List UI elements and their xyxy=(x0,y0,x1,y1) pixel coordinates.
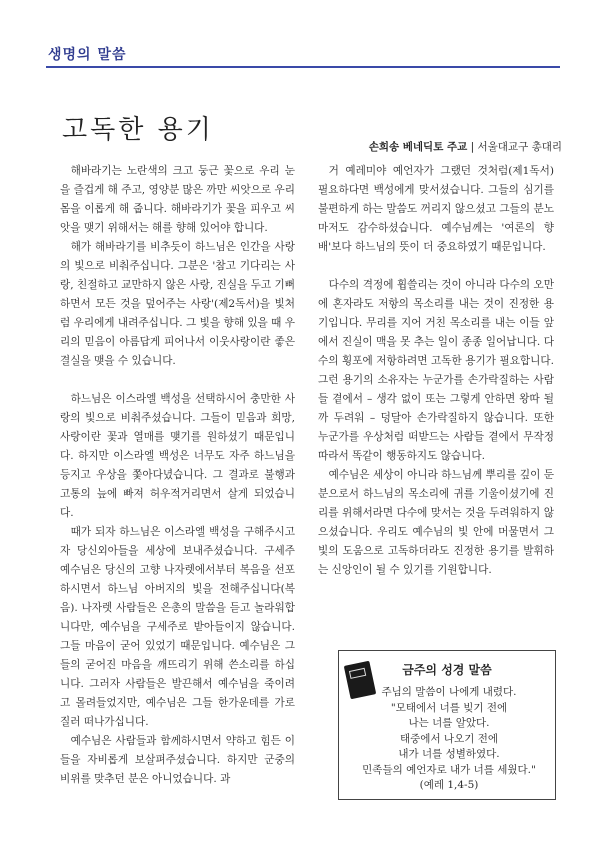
paragraph: 때가 되자 하느님은 이스라엘 백성을 구해주시고자 당신외아들을 세상에 보내주셨습니다. 구세주 예수님은 당신의 고향 나자렛에서부터 복음을 선포하시면서 하느님 아버지의 빛을 전해주십니다(복음). 나자렛 사람들은 은총의 말씀을 듣고 놀라워합니다만, 예수님을 구세주로 받아들이지 않습니다. 그들 마음이 굳어 있었기 때문입니다. 예수님은 그들의 굳어진 마음을 깨뜨리기 위해 쓴소리를 하십니다. 그러자 사람들은 발끈해서 예수님을 죽이려고 몰려들었지만, 예수님은 그들 한가운데를 가로질러 떠나가십니다. xyxy=(60,526,295,728)
verse-line: 내가 너를 성별하였다. xyxy=(398,748,500,760)
article-column-right xyxy=(318,162,554,580)
verse-line: 나는 너를 알았다. xyxy=(408,717,490,729)
verse-line: "모태에서 너를 빚기 전에 xyxy=(390,701,508,714)
paragraph: 하느님은 이스라엘 백성을 선택하시어 충만한 사랑의 빛으로 비춰주셨습니다. 그들이 믿음과 희망, 사랑이란 꽃과 열매를 맺기를 원하셨기 때문입니다. 하지만 이스라엘 백성은 너무도 자주 하느님을 등지고 우상을 쫓아다녔습니다. 그 결과로 불행과 고통의 늪에 빠져 허우적거리면서 살게 되었습니다. xyxy=(60,393,295,519)
paragraph: 예수님은 세상이 아니라 하느님께 뿌리를 깊이 둔 분으로서 하느님의 목소리에 귀를 기울이셨기에 진리를 위해서라면 다수에 맞서는 것을 두려워하지 않으셨습니다. 우리도 예수님의 빛 안에 머물면서 그 빛의 도움으로 고독하더라도 진정한 용기를 발휘하는 신앙인이 될 수 있기를 기원합니다. xyxy=(318,469,554,576)
paragraph: 예수님은 사람들과 함께하시면서 약하고 힘든 이들을 자비롭게 보살펴주셨습니다. 하지만 군중의 비위를 맞추던 분은 아니었습니다. 과 xyxy=(60,735,295,785)
author-role: 서울대교구 총대리 xyxy=(477,141,562,153)
verse-reference: (예레 1,4-5) xyxy=(419,779,479,791)
section-label: 생명의 말씀 xyxy=(48,47,127,63)
header-divider xyxy=(46,66,560,68)
article-title: 고독한 용기 xyxy=(62,115,214,146)
paragraph: 해바라기는 노란색의 크고 둥근 꽃으로 우리 눈을 즐겁게 해 주고, 영양분 많은 까만 씨앗으로 우리 몸을 이롭게 해 줍니다. 해바라기가 꽃을 피우고 씨앗을 맺기 위해서는 해를 향해 있어야 합니다. xyxy=(60,165,295,234)
verse-line: 민족들의 예언자로 내가 너를 세웠다." xyxy=(362,763,536,776)
author-line xyxy=(369,139,562,154)
paragraph: 해가 해바라기를 비추듯이 하느님은 인간을 사랑의 빛으로 비춰주십니다. 그분은 '참고 기다리는 사랑, 친절하고 교만하지 않은 사랑, 진실을 두고 기뻐하면서 모든 것을 덮어주는 사랑'(제2독서)을 빛처럼 우리에게 내려주십니다. 그 빛을 향해 있을 때 우리의 믿음이 아름답게 피어나서 이웃사랑이란 좋은 결실을 맺을 수 있습니다. xyxy=(60,241,295,367)
verse-lines xyxy=(351,685,547,794)
verse-box-title: 금주의 성경 말씀 xyxy=(402,663,492,677)
verse-line: 태중에서 나오기 전에 xyxy=(400,732,498,745)
paragraph: 다수의 격정에 휩쓸리는 것이 아니라 다수의 오만에 혼자라도 저항의 목소리를 내는 것이 진정한 용기입니다. 무리를 지어 거친 목소리를 내는 이들 앞에서 진실이 맥을 못 추는 일이 종종 일어납니다. 다수의 횡포에 저항하려면 고독한 용기가 필요합니다. 그런 용기의 소유자는 누군가를 손가락질하는 사람들 곁에서 – 생각 없이 또는 그렇게 안하면 왕따 될까 두려워 – 덩달아 손가락질하지 않습니다. 또한 누군가를 우상처럼 떠받드는 사람들 곁에서 무작정 따라서 똑같이 행동하지도 않습니다. xyxy=(318,279,554,462)
weekly-verse-box xyxy=(338,650,556,800)
article-column-left xyxy=(60,162,295,789)
author-separator: | xyxy=(467,141,478,153)
paragraph: 거 예레미야 예언자가 그랬던 것처럼(제1독서) 필요하다면 백성에게 맞서셨습니다. 그들의 심기를 불편하게 하는 말씀도 꺼리지 않으셨고 그들의 분노마저도 감수하셨습니다. 예수님께는 '여론의 향배'보다 하느님의 뜻이 더 중요하였기 때문입니다. xyxy=(318,165,554,253)
verse-line: 주님의 말씀이 나에게 내렸다. xyxy=(381,686,517,698)
author-name: 손희송 베네딕토 주교 xyxy=(368,141,468,153)
